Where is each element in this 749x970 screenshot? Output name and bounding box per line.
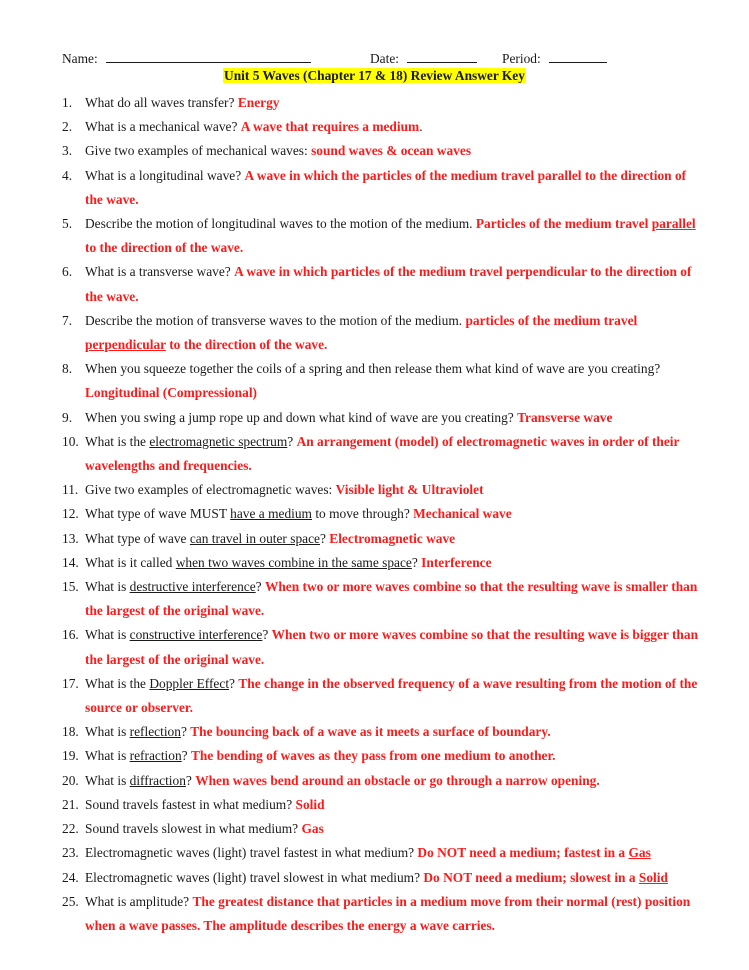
question-text: Sound travels fastest in what medium? [85,796,296,812]
question-item [62,91,702,115]
question-text: Sound travels slowest in what medium? [85,821,302,837]
answer-text: Mechanical wave [413,506,512,522]
question-text: What is a mechanical wave? [85,119,241,135]
answer-text: The bouncing back of a wave as it meets a surface of boundary. [190,724,551,740]
question-number: 2. [62,119,73,135]
question-number: 8. [62,361,73,377]
question-number: 13. [62,530,79,546]
key-term: destructive interference [129,579,256,595]
question-text: ? [411,554,422,570]
question-item [62,527,702,551]
question-text: ? [185,772,196,788]
name-label: Name: [62,51,98,66]
answer-text: When waves bend around an obstacle or go through a narrow opening. [195,772,600,788]
name-blank-line[interactable] [106,50,311,63]
question-text: ? [229,675,239,691]
answer-text: Solid [638,869,668,885]
answer-text: Energy [237,95,280,110]
answer-text: perpendicular [85,337,166,353]
question-list [62,91,702,938]
question-item [62,623,702,671]
question-number: 9. [62,409,73,425]
answer-text: Electromagnetic wave [329,530,456,546]
key-term: diffraction [129,772,186,788]
question-text: What is [85,579,130,595]
question-text: Give two examples of electromagnetic waves: [85,482,336,498]
question-item [62,866,702,890]
answer-text: particles of the medium travel [465,312,638,328]
question-text: What is the [85,433,150,449]
question-text: Electromagnetic waves (light) travel slowest in what medium? [85,869,424,885]
key-term: constructive interference [129,627,263,643]
question-number: 4. [62,167,73,183]
answer-text: The greatest distance that particles in a medium move from their normal (rest) position when a wave passes. The amplitude describes the energy a wave carries. [85,893,691,933]
answer-text: The bending of waves as they pass from one medium to another. [190,748,556,764]
answer-text: Particles of the medium travel [475,216,652,232]
question-number: 15. [62,579,79,595]
question-item [62,164,702,212]
question-number: 20. [62,772,79,788]
answer-text: Do NOT need a medium; slowest in a [423,869,639,885]
question-item [62,769,702,793]
name-field[interactable] [62,50,311,67]
answer-text: Do NOT need a medium; fastest in a [417,845,629,861]
question-item [62,357,702,405]
question-item [62,744,702,768]
question-text: What is [85,724,130,740]
key-term: when two waves combine in the same space [175,554,412,570]
question-text: Electromagnetic waves (light) travel fastest in what medium? [85,845,418,861]
answer-text: Interference [421,554,492,570]
question-number: 16. [62,627,79,643]
question-number: 23. [62,845,79,861]
title-container [0,68,749,84]
answer-text: parallel [651,216,696,232]
question-text: to move through? [311,506,414,522]
date-field[interactable] [370,50,477,67]
question-text: When you swing a jump rope up and down what kind of wave are you creating? [85,409,518,425]
period-field[interactable] [502,50,607,67]
question-item [62,139,702,163]
question-item [62,793,702,817]
question-number: 6. [62,264,73,280]
question-number: 10. [62,433,79,449]
question-item [62,430,702,478]
question-text: When you squeeze together the coils of a spring and then release them what kind of wave are you creating? [85,361,661,377]
date-blank-line[interactable] [407,50,477,63]
question-item [62,575,702,623]
date-label: Date: [370,51,399,66]
question-text: ? [287,433,297,449]
question-text: What is the [85,675,150,691]
question-number: 7. [62,312,73,328]
answer-text: Visible light & Ultraviolet [335,482,484,498]
question-item [62,260,702,308]
key-term: refraction [129,748,182,764]
question-item [62,406,702,430]
question-number: 11. [62,482,79,498]
question-number: 14. [62,554,79,570]
question-item [62,890,702,938]
question-number: 1. [62,95,73,110]
answer-text: When two or more waves combine so that the resulting wave is smaller than the largest of the original wave. [85,579,698,619]
question-number: 3. [62,143,73,159]
key-term: Doppler Effect [149,675,230,691]
question-text: What type of wave MUST [85,506,231,522]
question-number: 19. [62,748,79,764]
question-number: 17. [62,675,79,691]
answer-text: Gas [628,845,651,861]
question-item [62,841,702,865]
question-text: Describe the motion of transverse waves to the motion of the medium. [85,312,466,328]
key-term: have a medium [230,506,312,522]
answer-text: Longitudinal (Compressional) [85,385,258,401]
question-text: Give two examples of mechanical waves: [85,143,312,159]
answer-text: sound waves & ocean waves [311,143,472,159]
key-term: can travel in outer space [189,530,320,546]
question-item [62,551,702,575]
question-item [62,502,702,526]
question-item [62,115,702,139]
question-item [62,720,702,744]
question-text: ? [255,579,265,595]
answer-text: to the direction of the wave. [85,240,244,256]
question-text: What type of wave [85,530,190,546]
answer-text: The change in the observed frequency of a wave resulting from the motion of the source or observer. [85,675,698,716]
question-item [62,478,702,502]
question-text: ? [319,530,330,546]
question-item [62,309,702,357]
key-term: electromagnetic spectrum [149,433,288,449]
question-number: 22. [62,821,79,837]
student-info-header [62,50,662,68]
answer-text: An arrangement (model) of electromagnetic waves in order of their wavelengths and frequencies. [85,433,680,474]
answer-text: When two or more waves combine so that the resulting wave is bigger than the largest of the original wave. [85,627,699,667]
question-text: . [419,119,423,135]
question-text: What is amplitude? [85,893,193,909]
question-text: ? [180,724,191,740]
question-number: 18. [62,724,79,740]
question-text: What is it called [85,554,176,570]
answer-text: A wave in which the particles of the medium travel parallel to the direction of the wave. [85,167,687,207]
question-text: What is a longitudinal wave? [85,167,245,183]
answer-text: Gas [301,821,324,837]
answer-text: A wave that requires a medium [240,119,420,135]
question-text: What do all waves transfer? [85,95,238,110]
answer-text: to the direction of the wave. [165,337,328,353]
question-text: ? [181,748,191,764]
period-blank-line[interactable] [549,50,607,63]
question-number: 24. [62,869,79,885]
question-item [62,212,702,260]
page-title: Unit 5 Waves (Chapter 17 & 18) Review Answer Key [224,68,525,83]
answer-text: Transverse wave [517,409,613,425]
question-number: 21. [62,796,79,812]
period-label: Period: [502,51,541,66]
question-text: What is [85,772,130,788]
question-item [62,672,702,720]
question-text: ? [262,627,272,643]
question-item [62,817,702,841]
question-text: What is [85,627,130,643]
question-text: What is [85,748,130,764]
question-text: What is a transverse wave? [85,264,235,280]
question-text: Describe the motion of longitudinal waves to the motion of the medium. [85,216,476,232]
question-number: 5. [62,216,73,232]
question-number: 12. [62,506,79,522]
answer-text: Solid [295,796,325,812]
key-term: reflection [129,724,181,740]
question-number: 25. [62,893,79,909]
answer-text: A wave in which particles of the medium travel perpendicular to the direction of the wave. [85,264,692,304]
